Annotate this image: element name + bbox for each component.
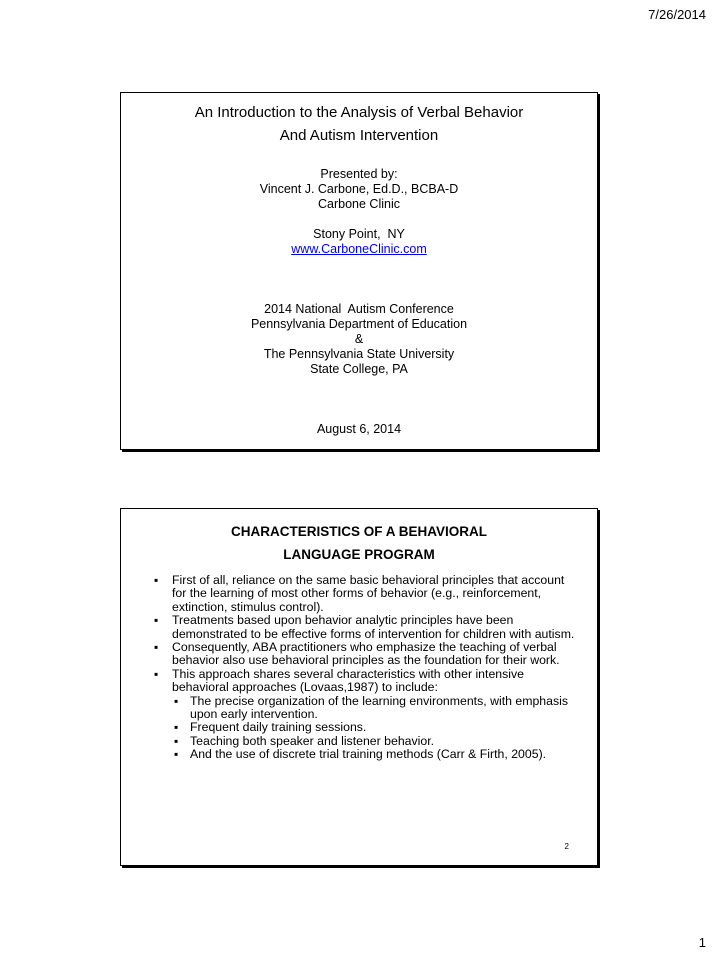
heading-line-1: CHARACTERISTICS OF A BEHAVIORAL: [231, 524, 487, 539]
conference-line-4: The Pennsylvania State University: [263, 347, 455, 361]
location-block: [121, 227, 597, 257]
bullet-text: Consequently, ABA practitioners who emphasize the teaching of verbal behavior also use behavioral principles as the foundation for their work.: [172, 640, 560, 668]
slide-number: 2: [564, 842, 569, 851]
slide-1-title: [120, 92, 598, 450]
page-number: 1: [698, 935, 706, 950]
bullet-text: This approach shares several characteristics with other intensive behavioral approaches (Lovaas,1987) to include:: [172, 666, 524, 695]
bullet-item: [121, 574, 597, 614]
conference-line-5: State College, PA: [310, 362, 408, 376]
bullet-text: First of all, reliance on the same basic behavioral principles that account for the learning of most other forms of behavior (e.g., reinforcement, extinction, stimulus control).: [172, 573, 565, 614]
location: Stony Point, NY: [313, 227, 405, 241]
sub-bullet-list: [172, 695, 577, 762]
title-line-2: And Autism Intervention: [279, 127, 439, 144]
bullet-list: [121, 574, 597, 762]
bullet-text: Treatments based upon behavior analytic principles have been demonstrated to be effective forms of intervention for children with autism.: [172, 613, 575, 641]
slide-2-characteristics: [120, 508, 598, 866]
presentation-date: August 6, 2014: [316, 422, 402, 436]
presented-by-label: Presented by:: [320, 167, 398, 181]
sub-bullet-text: Teaching both speaker and listener behavior.: [190, 733, 435, 748]
sub-bullet-text: Frequent daily training sessions.: [190, 720, 367, 735]
sub-bullet-text: The precise organization of the learning environments, with emphasis upon early intervention.: [190, 693, 568, 722]
conference-line-2: Pennsylvania Department of Education: [250, 317, 468, 331]
header-date: 7/26/2014: [648, 7, 706, 22]
presenter-block: [121, 167, 597, 212]
sub-bullet-item: [172, 735, 577, 748]
presenter-name: Vincent J. Carbone, Ed.D., BCBA-D: [259, 182, 459, 196]
bullet-item: [121, 641, 597, 668]
slide-2-heading: [121, 520, 597, 566]
bullet-item: [121, 614, 597, 641]
presentation-title: [121, 101, 597, 147]
conference-line-3: &: [354, 332, 364, 346]
website-link[interactable]: www.CarboneClinic.com: [291, 242, 427, 256]
sub-bullet-item: [172, 748, 577, 761]
conference-line-1: 2014 National Autism Conference: [264, 302, 454, 316]
clinic-name: Carbone Clinic: [318, 197, 400, 211]
sub-bullet-item: [172, 695, 577, 722]
title-line-1: An Introduction to the Analysis of Verbal Behavior: [194, 104, 524, 121]
sub-bullet-item: [172, 721, 577, 734]
sub-bullet-text: And the use of discrete trial training methods (Carr & Firth, 2005).: [190, 747, 547, 762]
heading-line-2: LANGUAGE PROGRAM: [283, 547, 435, 562]
bullet-item: [121, 668, 597, 762]
conference-block: [121, 302, 597, 377]
